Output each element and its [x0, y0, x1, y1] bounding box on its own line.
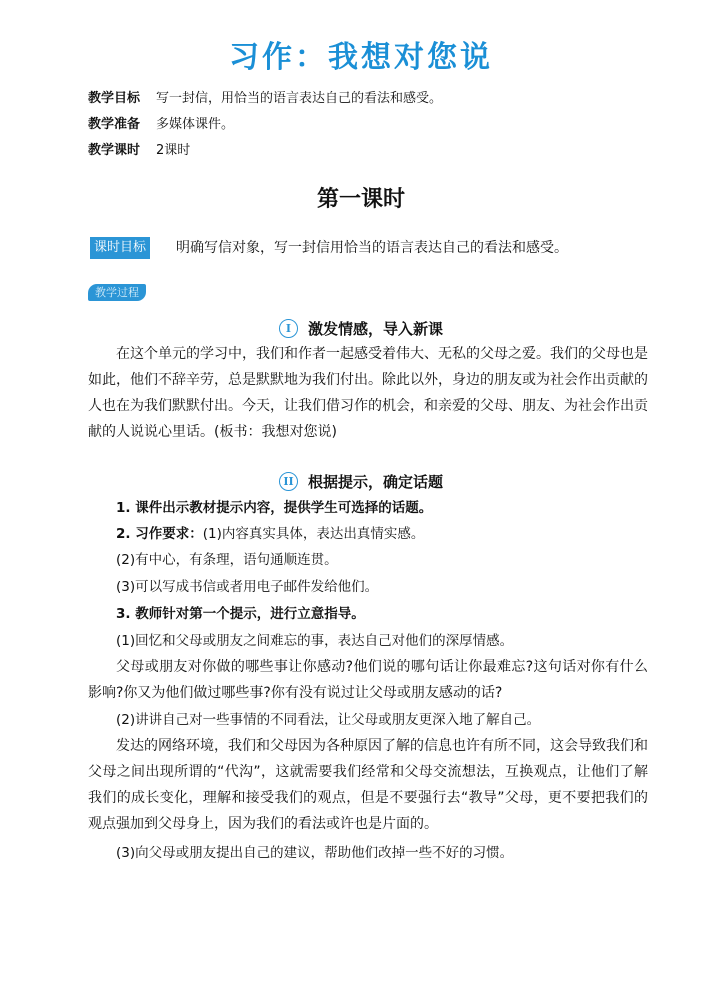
section-heading-text: 激发情感，导入新课 [307, 320, 443, 338]
point-3: (3)向父母或朋友提出自己的建议，帮助他们改掉一些不好的习惯。 [116, 845, 514, 861]
item-2 [116, 522, 424, 546]
document-title: 习作：我想对您说 [229, 40, 493, 75]
lesson-title: 第一课时 [316, 186, 405, 212]
teaching-process-badge: 教学过程 [88, 284, 146, 301]
lesson-goal-badge: 课时目标 [90, 237, 150, 259]
item-3: 3. 教师针对第一个提示，进行立意指导。 [116, 606, 365, 622]
section-heading-1 [0, 318, 722, 340]
point-2: (2)讲讲自己对一些事情的不同看法，让父母或朋友更深入地了解自己。 [116, 712, 541, 728]
item-2-c: (3)可以写成书信或者用电子邮件发给他们。 [116, 579, 379, 595]
item-2-text: (1)内容真实具体，表达出真情实感。 [202, 526, 425, 542]
meta-value: 多媒体课件。 [156, 117, 235, 132]
item-1: 1. 课件出示教材提示内容，提供学生可选择的话题。 [116, 500, 433, 516]
section-heading-2 [0, 471, 722, 493]
lesson-goal-text: 明确写信对象，写一封信用恰当的语言表达自己的看法和感受。 [176, 240, 568, 256]
roman-numeral-badge: II [279, 472, 298, 491]
meta-row-preparation [88, 115, 234, 135]
point-1-paragraph: 父母或朋友对你做的哪些事让你感动?他们说的哪句话让你最难忘?这句话对你有什么影响?你又为他们做过哪些事?你有没有说过让父母或朋友感动的话? [88, 659, 648, 701]
meta-value: 写一封信，用恰当的语言表达自己的看法和感受。 [156, 91, 443, 106]
meta-key: 教学目标 [88, 91, 141, 106]
section1-paragraph: 在这个单元的学习中，我们和作者一起感受着伟大、无私的父母之爱。我们的父母也是如此，他们不辞辛劳，总是默默地为我们付出。除此以外，身边的朋友或为社会作出贡献的人也在为我们默默付出。今天，让我们借习作的机会，和亲爱的父母、朋友、为社会作出贡献的人说说心里话。(板书：我想对您说) [88, 346, 648, 440]
meta-row-goal [88, 89, 442, 109]
point-1: (1)回忆和父母或朋友之间难忘的事，表达自己对他们的深厚情感。 [116, 633, 514, 649]
meta-key: 教学课时 [88, 143, 141, 158]
point-2-paragraph: 发达的网络环境，我们和父母因为各种原因了解的信息也许有所不同，这会导致我们和父母之间出现所谓的“代沟”，这就需要我们经常和父母交流想法，互换观点，让他们了解我们的成长变化，理解和接受我们的观点，但是不要强行去“教导”父母，更不要把我们的观点强加到父母身上，因为我们的看法或许也是片面的。 [88, 738, 648, 832]
meta-row-periods [88, 141, 190, 161]
meta-key: 教学准备 [88, 117, 141, 132]
roman-numeral-badge: I [279, 319, 298, 338]
meta-value: 2课时 [156, 143, 191, 158]
section-heading-text: 根据提示，确定话题 [307, 473, 443, 491]
item-2-label: 2. 习作要求： [116, 526, 203, 542]
item-2-b: (2)有中心，有条理，语句通顺连贯。 [116, 552, 338, 568]
